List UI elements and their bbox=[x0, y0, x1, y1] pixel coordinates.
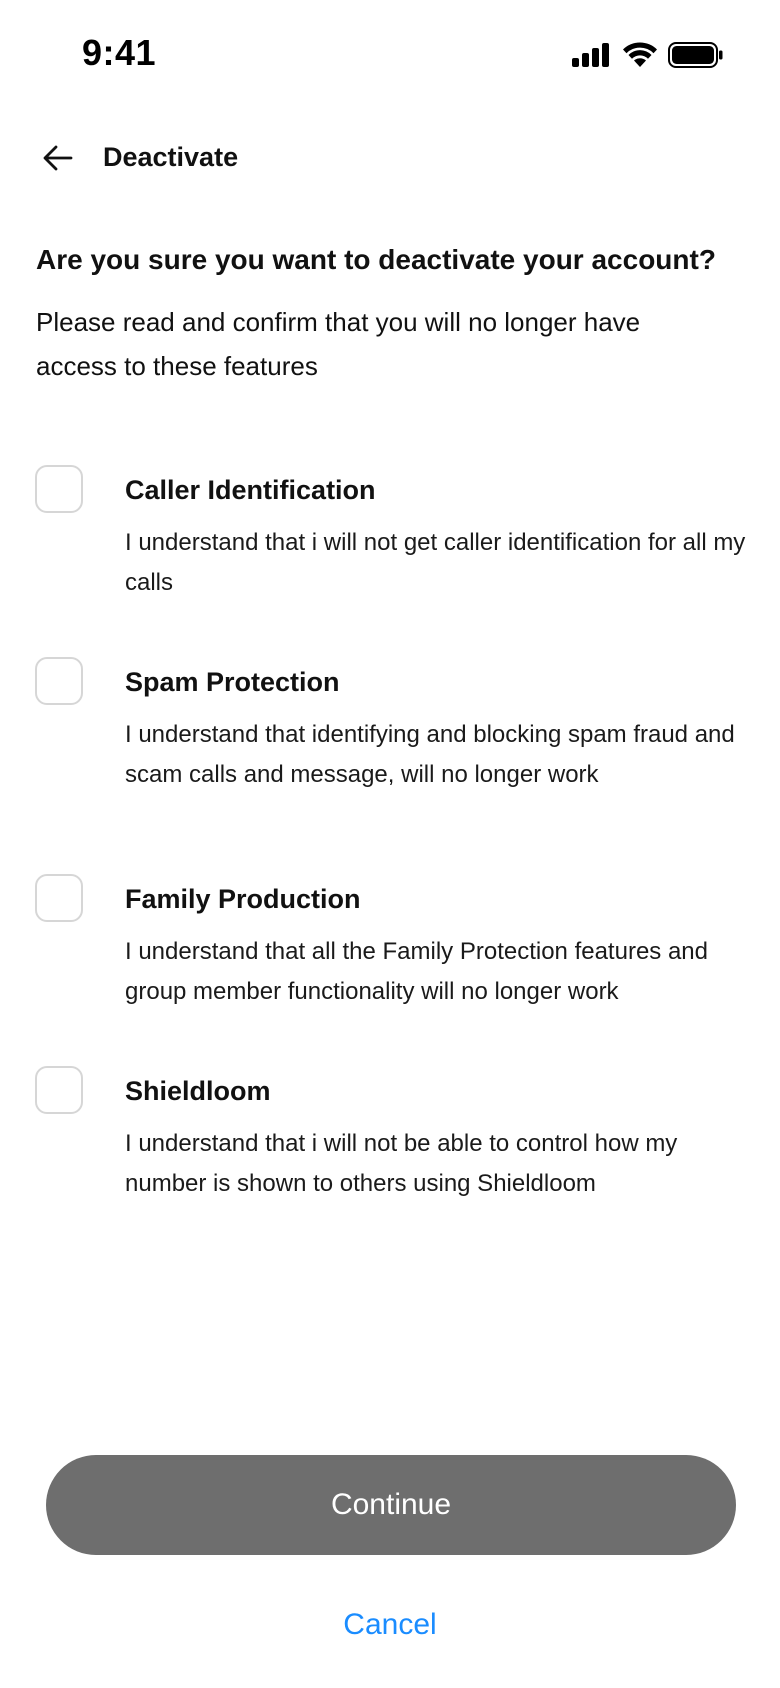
option-title: Family Production bbox=[125, 884, 361, 914]
option-description: I understand that i will not get caller identification for all my calls bbox=[125, 529, 746, 596]
family-production-checkbox[interactable] bbox=[35, 874, 83, 922]
battery-icon bbox=[668, 42, 724, 68]
option-description: I understand that i will not be able to control how my number is shown to others using Shieldloom bbox=[125, 1130, 678, 1197]
back-button[interactable] bbox=[28, 128, 88, 192]
header bbox=[0, 128, 780, 192]
status-bar bbox=[0, 0, 780, 110]
option-title: Spam Protection bbox=[125, 667, 340, 697]
arrow-left-icon bbox=[43, 145, 73, 176]
signal-icon bbox=[572, 43, 612, 67]
option-description: I understand that all the Family Protection features and group member functionality will no longer work bbox=[125, 938, 708, 1005]
option-title: Caller Identification bbox=[125, 475, 376, 505]
status-icons bbox=[572, 40, 724, 70]
confirmation-subtitle: Please read and confirm that you will no longer have access to these features bbox=[36, 307, 641, 381]
page-title: Deactivate bbox=[103, 142, 239, 172]
shieldloom-checkbox[interactable] bbox=[35, 1066, 83, 1114]
caller-identification-checkbox[interactable] bbox=[35, 465, 83, 513]
confirmation-question: Are you sure you want to deactivate your account? bbox=[36, 244, 716, 275]
wifi-icon bbox=[622, 42, 658, 68]
cancel-button[interactable]: Cancel bbox=[343, 1608, 437, 1641]
spam-protection-checkbox[interactable] bbox=[35, 657, 83, 705]
option-description: I understand that identifying and blocking spam fraud and scam calls and message, will no longer work bbox=[125, 721, 735, 788]
status-time: 9:41 bbox=[82, 32, 157, 73]
option-title: Shieldloom bbox=[125, 1076, 271, 1106]
continue-button[interactable]: Continue bbox=[46, 1455, 736, 1555]
